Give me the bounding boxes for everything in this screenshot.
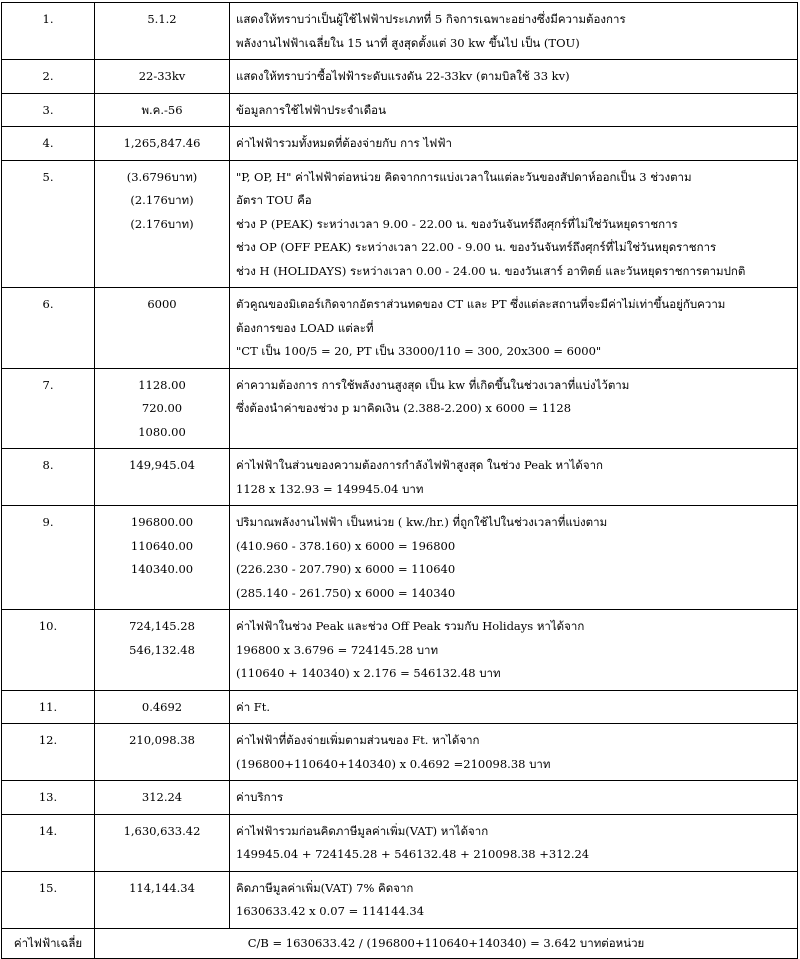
row-value: 312.24 (141, 790, 183, 804)
row-value-cell (95, 3, 230, 60)
row-description-line: 1630633.42 x 0.07 = 114144.34 (236, 904, 425, 918)
row-description-line: ข้อมูลการใช้ไฟฟ้าประจำเดือน (236, 102, 386, 117)
row-number: 9. (2, 506, 95, 610)
row-value-cell (95, 449, 230, 506)
row-description-line: 1128 x 132.93 = 149945.04 บาท (236, 481, 424, 496)
table-row (2, 127, 798, 161)
row-value: (2.176บาท) (130, 193, 194, 207)
row-description-line: ค่าบริการ (236, 790, 284, 804)
row-description-line: แสดงให้ทราบว่าซื้อไฟฟ้าระดับแรงดัน 22-33kv (ตามบิลใช้ 33 kv) (236, 69, 570, 83)
row-value: 546,132.48 (129, 642, 195, 657)
row-value: (3.6796บาท) (126, 169, 198, 184)
row-value-cell (95, 871, 230, 928)
footer-value: C/B = 1630633.42 / (196800+110640+140340) = 3.642 บาทต่อหน่วย (95, 928, 798, 959)
row-number: 7. (2, 368, 95, 449)
table-row (2, 93, 798, 127)
row-value-cell (95, 814, 230, 871)
row-description-cell (230, 610, 798, 691)
row-description-line: ค่าความต้องการ การใช้พลังงานสูงสุด เป็น kw ที่เกิดขึ้นในช่วงเวลาที่แบ่งไว้ตาม (236, 377, 630, 392)
row-value-cell (95, 610, 230, 691)
row-value: 6000 (147, 297, 177, 311)
row-number: 15. (2, 871, 95, 928)
row-value-cell (95, 60, 230, 94)
row-description-cell (230, 781, 798, 815)
row-description-line: ค่าไฟฟ้าในส่วนของความต้องการกำลังไฟฟ้าสูงสุด ในช่วง Peak หาได้จาก (236, 458, 604, 472)
row-value: 22-33kv (138, 69, 186, 83)
table-row (2, 814, 798, 871)
table-row (2, 690, 798, 724)
row-value: 114,144.34 (129, 880, 195, 895)
row-value-cell (95, 160, 230, 288)
table-row (2, 610, 798, 691)
row-number: 12. (2, 724, 95, 781)
table-row (2, 288, 798, 369)
row-value-cell (95, 724, 230, 781)
row-description-line: อัตรา TOU คือ (236, 193, 312, 207)
row-description-line: "CT เป็น 100/5 = 20, PT เป็น 33000/110 = 300, 20x300 = 6000" (236, 344, 602, 358)
row-number: 4. (2, 127, 95, 161)
row-value: 724,145.28 (129, 619, 195, 633)
row-number: 8. (2, 449, 95, 506)
row-description-line: 196800 x 3.6796 = 724145.28 บาท (236, 642, 439, 657)
row-description-cell (230, 871, 798, 928)
row-description-line: แสดงให้ทราบว่าเป็นผู้ใช้ไฟฟ้าประเภทที่ 5 กิจการเฉพาะอย่างซึ่งมีความต้องการ (236, 12, 626, 26)
row-value-cell (95, 506, 230, 610)
row-value-cell (95, 781, 230, 815)
row-description-line: ค่าไฟฟ้าในช่วง Peak และช่วง Off Peak รวมกับ Holidays หาได้จาก (236, 619, 585, 633)
row-description-line: ช่วง H (HOLIDAYS) ระหว่างเวลา 0.00 - 24.00 น. ของวันเสาร์ อาทิตย์ และวันหยุดราชการตามปกติ (236, 263, 746, 278)
row-description-line: พลังงานไฟฟ้าเฉลี่ยใน 15 นาที่ สูงสุดตั้งแต่ 30 kw ขึ้นไป เป็น (TOU) (236, 35, 580, 50)
footer-row (2, 928, 798, 959)
row-value: 210,098.38 (129, 733, 195, 747)
row-description-line: ค่าไฟฟ้ารวมก่อนคิดภาษีมูลค่าเพิ่ม(VAT) หาได้จาก (236, 823, 489, 838)
row-number: 1. (2, 3, 95, 60)
table-body (2, 3, 798, 929)
row-value: พ.ค.-56 (141, 102, 183, 117)
row-value: 110640.00 (130, 538, 194, 553)
row-value: 5.1.2 (147, 12, 177, 26)
row-description-line: 149945.04 + 724145.28 + 546132.48 + 210098.38 +312.24 (236, 847, 590, 861)
row-number: 13. (2, 781, 95, 815)
row-number: 5. (2, 160, 95, 288)
row-description-cell (230, 814, 798, 871)
row-description-cell (230, 368, 798, 449)
row-description-line: ค่า Ft. (236, 699, 271, 714)
row-description-line: ซึ่งต้องนำค่าของช่วง p มาคิดเงิน (2.388-2.200) x 6000 = 1128 (236, 401, 572, 415)
row-value: 196800.00 (130, 515, 194, 529)
row-value: 1128.00 (138, 377, 186, 392)
row-description-line: "P, OP, H" ค่าไฟฟ้าต่อหน่วย คิดจากการแบ่งเวลาในแต่ละวันของสัปดาห์ออกเป็น 3 ช่วงตาม (236, 169, 692, 184)
row-description-cell (230, 3, 798, 60)
row-description-line: (226.230 - 207.790) x 6000 = 110640 (236, 562, 456, 576)
row-number: 10. (2, 610, 95, 691)
row-value-cell (95, 690, 230, 724)
row-description-cell (230, 690, 798, 724)
row-value-cell (95, 368, 230, 449)
row-value: 1,265,847.46 (123, 136, 201, 150)
row-value: 0.4692 (141, 699, 183, 714)
row-description-cell (230, 127, 798, 161)
row-description-cell (230, 506, 798, 610)
row-number: 3. (2, 93, 95, 127)
row-value-cell (95, 127, 230, 161)
table-row (2, 449, 798, 506)
table-row (2, 160, 798, 288)
row-value: 720.00 (141, 401, 183, 415)
row-description-line: คิดภาษีมูลค่าเพิ่ม(VAT) 7% คิดจาก (236, 880, 414, 895)
row-description-line: ตัวคูณของมิเตอร์เกิดจากอัตราส่วนทดของ CT และ PT ซึ่งแต่ละสถานที่จะมีค่าไม่เท่าขึ้นอยู่กับความ (236, 297, 726, 311)
row-number: 11. (2, 690, 95, 724)
row-number: 14. (2, 814, 95, 871)
row-description-cell (230, 288, 798, 369)
table-row (2, 781, 798, 815)
table-row (2, 871, 798, 928)
row-description-cell (230, 160, 798, 288)
table-row (2, 724, 798, 781)
row-description-cell (230, 724, 798, 781)
electricity-bill-table (1, 2, 798, 959)
row-number: 2. (2, 60, 95, 94)
table-row (2, 60, 798, 94)
row-description-line: ช่วง OP (OFF PEAK) ระหว่างเวลา 22.00 - 9.00 น. ของวันจันทร์ถึงศุกร์ที่ไม่ใช่วันหยุดราชการ (236, 240, 717, 254)
table-row (2, 3, 798, 60)
row-description-line: ค่าไฟฟ้ารวมทั้งหมดที่ต้องจ่ายกับ การ ไฟฟ้า (236, 136, 452, 150)
row-description-cell (230, 60, 798, 94)
row-value: 1080.00 (138, 424, 186, 439)
row-number: 6. (2, 288, 95, 369)
row-description-line: ค่าไฟฟ้าที่ต้องจ่ายเพิ่มตามส่วนของ Ft. หาได้จาก (236, 733, 480, 747)
row-value-cell (95, 288, 230, 369)
row-value-cell (95, 93, 230, 127)
row-description-line: ต้องการของ LOAD แต่ละที่ (236, 320, 374, 335)
row-value: 140340.00 (130, 562, 194, 576)
row-description-line: ช่วง P (PEAK) ระหว่างเวลา 9.00 - 22.00 น. ของวันจันทร์ถึงศุกร์ที่ไม่ใช่วันหยุดราชการ (236, 216, 678, 231)
row-description-cell (230, 449, 798, 506)
footer-label: ค่าไฟฟ้าเฉลี่ย (2, 928, 95, 959)
table-row (2, 506, 798, 610)
row-description-line: ปริมาณพลังงานไฟฟ้า เป็นหน่วย ( kw./hr.) ที่ถูกใช้ไปในช่วงเวลาที่แบ่งตาม (236, 515, 608, 529)
row-description-line: (196800+110640+140340) x 0.4692 =210098.38 บาท (236, 756, 551, 771)
table-row (2, 368, 798, 449)
row-value: 149,945.04 (129, 458, 195, 472)
row-description-line: (110640 + 140340) x 2.176 = 546132.48 บาท (236, 666, 501, 680)
row-description-line: (285.140 - 261.750) x 6000 = 140340 (236, 585, 456, 600)
row-description-cell (230, 93, 798, 127)
row-description-line: (410.960 - 378.160) x 6000 = 196800 (236, 538, 456, 553)
row-value: 1,630,633.42 (123, 823, 201, 838)
row-value: (2.176บาท) (130, 216, 194, 231)
